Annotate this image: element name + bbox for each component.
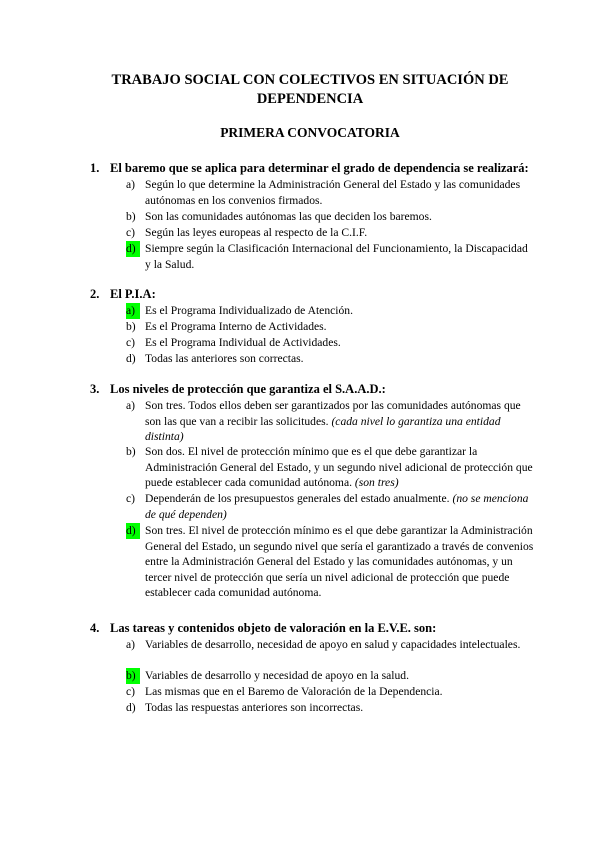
correct-answer-highlight: d) — [126, 523, 140, 539]
option-c[interactable] — [126, 684, 536, 700]
correct-answer-highlight: a) — [126, 303, 140, 319]
option-a[interactable] — [126, 637, 536, 653]
option-b-correct[interactable] — [126, 668, 536, 684]
correct-answer-highlight: b) — [126, 668, 140, 684]
question-number: 4. — [90, 621, 100, 635]
option-note: (cada nivel lo garantiza una entidad distinta) — [145, 414, 501, 444]
option-letter: a) — [126, 399, 136, 412]
correct-answer-highlight: d) — [126, 241, 140, 257]
question-text: Los niveles de protección que garantiza el S.A.A.D.: — [110, 382, 386, 396]
option-d[interactable] — [126, 351, 536, 367]
option-text: Según las leyes europeas al respecto de la C.I.F. — [145, 226, 368, 239]
question-text: Las tareas y contenidos objeto de valoración en la E.V.E. son: — [110, 621, 437, 635]
option-text: Es el Programa Interno de Actividades. — [145, 320, 327, 333]
option-text: Las mismas que en el Baremo de Valoración de la Dependencia. — [145, 685, 443, 698]
question-number: 3. — [90, 382, 100, 396]
option-text: Variables de desarrollo y necesidad de apoyo en la salud. — [145, 669, 409, 682]
option-letter: b) — [126, 210, 136, 223]
option-text: Dependerán de los presupuestos generales del estado anualmente. — [145, 492, 450, 505]
option-text: Es el Programa Individualizado de Atención. — [145, 304, 353, 317]
option-d-correct[interactable] — [126, 523, 536, 601]
option-letter: b) — [126, 445, 136, 458]
option-text: Siempre según la Clasificación Internacional del Funcionamiento, la Discapacidad y la Salud. — [145, 242, 528, 271]
option-a[interactable] — [126, 177, 536, 208]
option-letter: c) — [126, 492, 136, 505]
option-letter: d) — [126, 701, 136, 714]
option-text: Son tres. Todos ellos deben ser garantizados por las comunidades autónomas que son las que van a recibir las solicitudes. — [145, 399, 521, 428]
question-number: 1. — [90, 161, 100, 175]
option-letter: c) — [126, 336, 136, 349]
option-d[interactable] — [126, 700, 536, 716]
option-letter: a) — [126, 638, 136, 651]
option-letter: b) — [126, 320, 136, 333]
option-d-correct[interactable] — [126, 241, 536, 272]
option-b[interactable] — [126, 209, 536, 225]
option-text: Variables de desarrollo, necesidad de apoyo en salud y capacidades intelectuales. — [145, 638, 521, 651]
option-a[interactable] — [126, 398, 536, 445]
option-letter: c) — [126, 226, 136, 239]
option-text: Son las comunidades autónomas las que deciden los baremos. — [145, 210, 432, 223]
question-number: 2. — [90, 287, 100, 301]
option-text: Según lo que determine la Administración General del Estado y las comunidades autónomas en los convenios firmados. — [145, 178, 521, 207]
question-text: El P.I.A: — [110, 287, 156, 301]
option-a-correct[interactable] — [126, 303, 536, 319]
document-subtitle: PRIMERA CONVOCATORIA — [220, 125, 400, 140]
option-note: (son tres) — [354, 476, 399, 490]
option-text: Son dos. El nivel de protección mínimo que es el que debe garantizar la Administración General del Estado, y un segundo nivel adicional de protección que puede establecer cada comunidad autónoma. — [145, 445, 533, 490]
option-note: (no se menciona de qué dependen) — [145, 492, 529, 521]
option-text: Son tres. El nivel de protección mínimo es el que debe garantizar la Administración General del Estado, un segundo nivel que sería el garantizado a través de convenios entre la Administración General del Estado y las comunidades autónomas, y un tercer nivel de protección que sería un nivel adicional de protección que puede establecer cada comunidad autónoma. — [145, 524, 534, 600]
option-b[interactable] — [126, 444, 536, 491]
option-text: Es el Programa Individual de Actividades. — [145, 336, 341, 349]
option-c[interactable] — [126, 491, 536, 522]
question-text: El baremo que se aplica para determinar el grado de dependencia se realizará: — [110, 161, 529, 175]
option-b[interactable] — [126, 319, 536, 335]
option-c[interactable] — [126, 225, 536, 241]
option-c[interactable] — [126, 335, 536, 351]
option-text: Todas las anteriores son correctas. — [145, 352, 304, 365]
option-letter: c) — [126, 685, 136, 698]
option-text: Todas las respuestas anteriores son incorrectas. — [145, 701, 364, 714]
document-title: TRABAJO SOCIAL CON COLECTIVOS EN SITUACIÓN DE DEPENDENCIA — [111, 72, 509, 107]
option-letter: d) — [126, 352, 136, 365]
option-letter: a) — [126, 178, 136, 191]
